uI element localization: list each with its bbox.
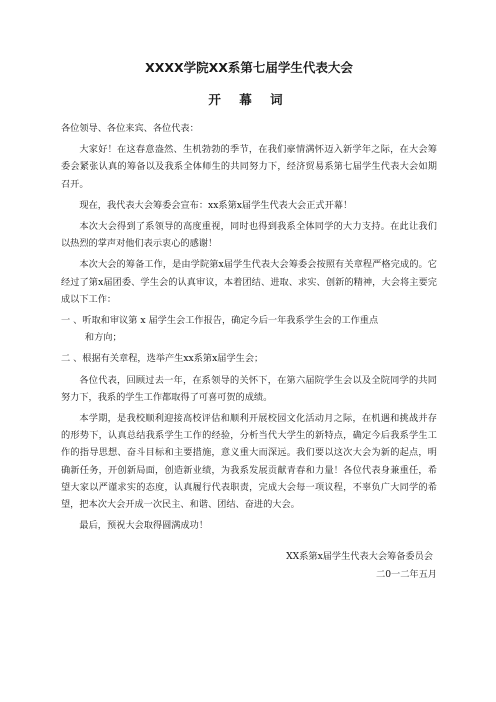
paragraph-greeting: 大家好！在这春意盎然、生机勃勃的季节，在我们豪情满怀迈入新学年之际，在大会筹委会紧张认真的筹备以及我系全体师生的共同努力下，经济贸易系第七届学生代表大会如期召开。 (61, 144, 437, 190)
salutation: 各位领导、各位来宾、各位代表： (61, 123, 199, 134)
document-title: XXXX学院XX系第七届学生代表大会 (145, 60, 353, 75)
paragraph-preparation: 本次大会的筹备工作，是由学院第x届学生代表大会筹委会按照有关章程严格完成的。它经过了第x届团委、学生会的认真审议，本着团结、进取、求实、创新的精神，大会将主要完成以下工作： (61, 259, 437, 305)
list-item-election: 二 、根据有关章程，选举产生xx系第x届学生会； (61, 353, 264, 365)
signature-date: 二0一二年五月 (376, 568, 437, 580)
paragraph-thanks: 本次大会得到了系领导的高度重视，同时也得到我系全体同学的大力支持。在此让我们以热烈的掌声对他们表示衷心的感谢！ (61, 221, 437, 250)
paragraph-announcement: 现在，我代表大会筹委会宣布：xx系第x届学生代表大会正式开幕！ (79, 199, 353, 211)
document-page (61, 60, 437, 583)
list-item-report (61, 312, 437, 346)
list-item-report-line2: 和方向； (84, 332, 122, 344)
document-subtitle: 开 幕 词 (208, 92, 290, 107)
list-item-report-line1: 一 、听取和审议第 x 届学生会工作报告，确定今后一年我系学生会的工作重点 (61, 315, 379, 327)
paragraph-semester: 本学期，是我校顺利迎接高校评估和顺利开展校园文化活动月之际，在机遇和挑战并存的形势下，认真总结我系学生工作的经验，分析当代大学生的新特点，确定今后我系学生工作的指导思想、奋斗目标和主要措施，意义重大而深远。我们要以这次大会为新的起点，明确新任务，开创新局面，创造新业绩，为我系发展贡献青春和力量！各位代表身兼重任，希望大家以严谨求实的态度，认真履行代表职责，完成大会每一项议程，不辜负广大同学的希望，把本次大会开成一次民主、和谐、团结、奋进的大会。 (61, 413, 437, 511)
signature-organization: XX系第x届学生代表大会筹备委员会 (286, 551, 433, 563)
paragraph-closing: 最后，预祝大会取得圆满成功！ (79, 520, 209, 532)
paragraph-review: 各位代表，回顾过去一年，在系领导的关怀下，在第六届院学生会以及全院同学的共同努力下，我系的学生工作都取得了可喜可贺的成绩。 (61, 374, 437, 403)
